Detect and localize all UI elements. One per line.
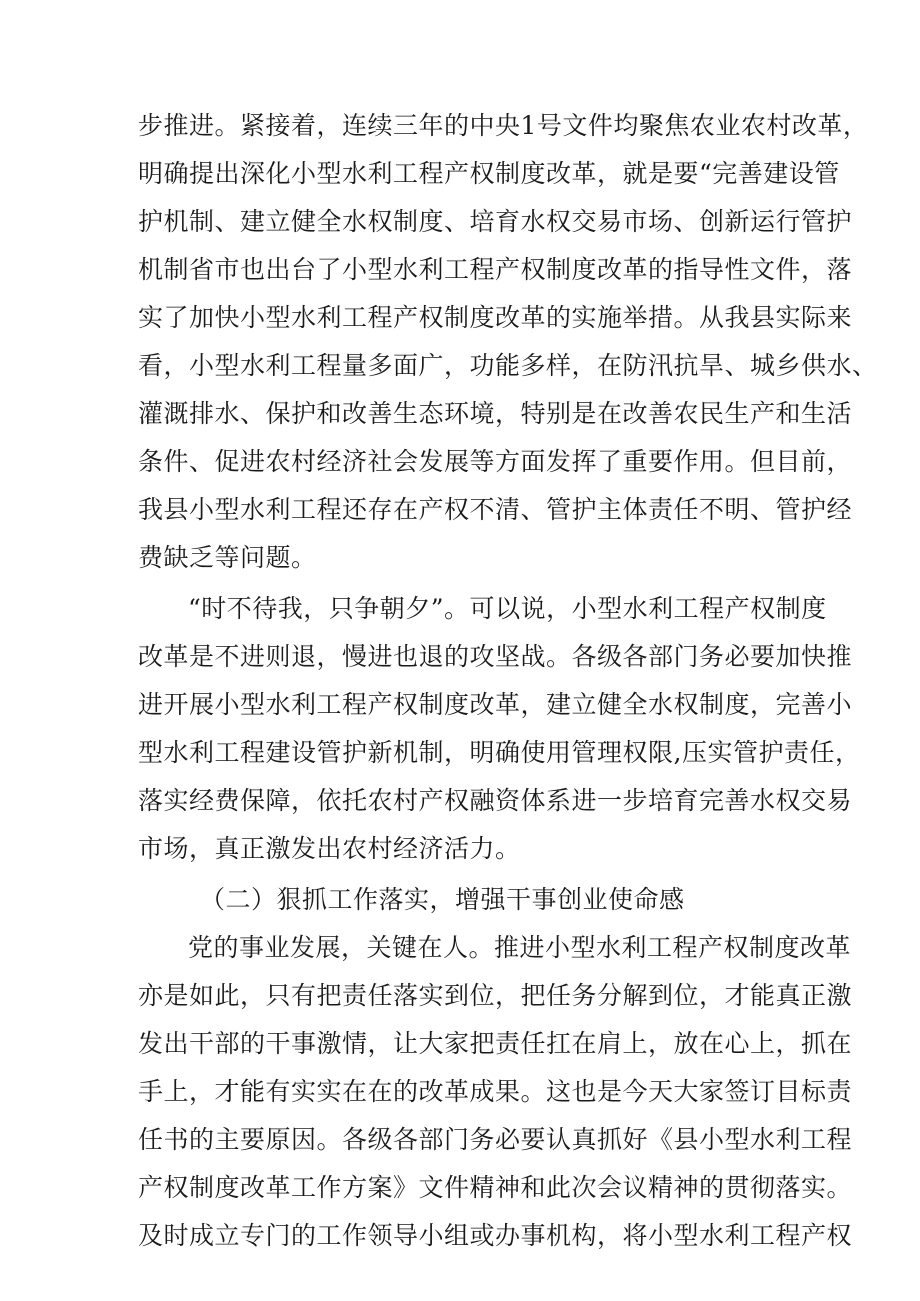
text-line: 任书的主要原因。各级各部门务必要认真抓好《县小型水利工程: [138, 1125, 853, 1154]
text-line: 看，小型水利工程量多面广，功能多样，在防汛抗旱、城乡供水、: [138, 351, 878, 380]
text-line: 实了加快小型水利工程产权制度改革的实施举措。从我县实际来: [138, 303, 853, 332]
text-line: 落实经费保障，依托农村产权融资体系进一步培育完善水权交易: [138, 786, 853, 815]
text-line: 亦是如此，只有把责任落实到位，把任务分解到位，才能真正激: [138, 981, 853, 1010]
text-line: 市场，真正激发出农村经济活力。: [138, 834, 521, 863]
text-line: 及时成立专门的工作领导小组或办事机构，将小型水利工程产权: [138, 1221, 853, 1250]
text-line: 费缺乏等问题。: [138, 543, 317, 572]
text-line: 护机制、建立健全水权制度、培育水权交易市场、创新运行管护: [138, 207, 853, 236]
paragraph-first-line: 党的事业发展，关键在人。推进小型水利工程产权制度改革: [188, 933, 852, 962]
text-line: 发出干部的干事激情，让大家把责任扛在肩上，放在心上，抓在: [138, 1029, 853, 1058]
section-heading: （二）狠抓工作落实，增强干事创业使命感: [200, 885, 685, 914]
text-line: 产权制度改革工作方案》文件精神和此次会议精神的贯彻落实。: [138, 1173, 853, 1202]
text-line: 我县小型水利工程还存在产权不清、管护主体责任不明、管护经: [138, 495, 853, 524]
text-line: 进开展小型水利工程产权制度改革，建立健全水权制度，完善小: [138, 690, 853, 719]
paragraph-first-line: “时不待我，只争朝夕”。可以说，小型水利工程产权制度: [188, 594, 827, 623]
text-line: 手上，才能有实实在在的改革成果。这也是今天大家签订目标责: [138, 1077, 853, 1106]
text-line: 步推进。紧接着，连续三年的中央1号文件均聚焦农业农村改革，: [138, 111, 869, 140]
text-line: 条件、促进农村经济社会发展等方面发挥了重要作用。但目前，: [138, 447, 853, 476]
text-line: 改革是不进则退，慢进也退的攻坚战。各级各部门务必要加快推: [138, 642, 853, 671]
text-line: 型水利工程建设管护新机制，明确使用管理权限,压实管护责任，: [138, 738, 861, 767]
text-line: 明确提出深化小型水利工程产权制度改革，就是要“完善建设管: [138, 159, 840, 188]
text-line: 机制省市也出台了小型水利工程产权制度改革的指导性文件，落: [138, 255, 853, 284]
text-line: 灌溉排水、保护和改善生态环境，特别是在改善农民生产和生活: [138, 399, 853, 428]
